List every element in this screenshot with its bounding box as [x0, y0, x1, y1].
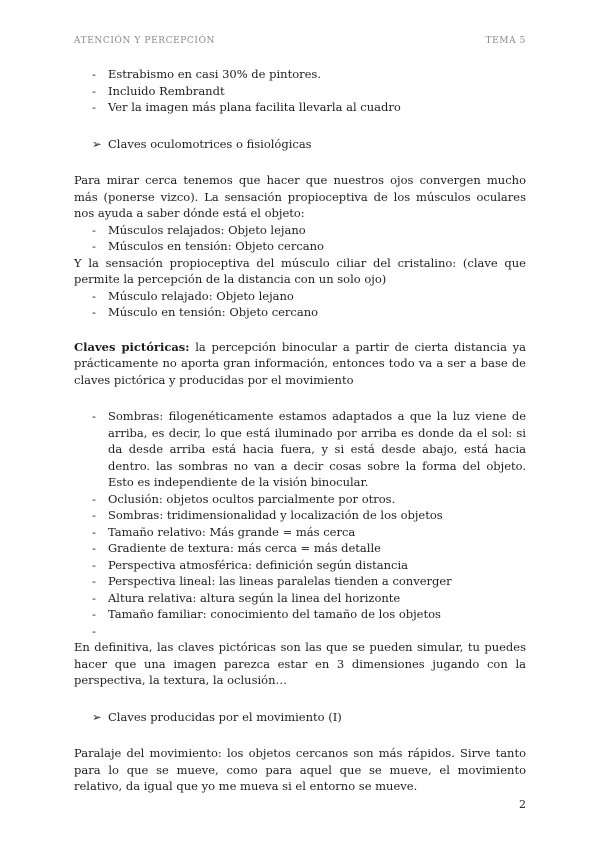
pictorial-cues-term: Claves pictóricas: [74, 339, 190, 354]
muscles-list [74, 222, 526, 255]
list-item: - Altura relativa: altura según la linea del horizonte [92, 590, 526, 607]
list-item: - Perspectiva atmosférica: definición según distancia [92, 557, 526, 574]
arrow-bullet-icon: ➢ [92, 709, 102, 724]
list-item: - Tamaño relativo: Más grande = más cerca [92, 524, 526, 541]
section-heading-text: Claves oculomotrices o fisiológicas [108, 136, 312, 151]
list-item: - Gradiente de textura: más cerca = más detalle [92, 540, 526, 557]
list-item: - Oclusión: objetos ocultos parcialmente por otros. [92, 491, 526, 508]
list-item: - Tamaño familiar: conocimiento del tamaño de los objetos [92, 606, 526, 623]
arrow-bullet-icon: ➢ [92, 136, 102, 151]
list-item: - Perspectiva lineal: las lineas paralelas tienden a converger [92, 573, 526, 590]
paragraph-conclusion: En definitiva, las claves pictóricas son las que se pueden simular, tu puedes hacer que una imagen parezca estar en 3 dimensiones jugando con la perspectiva, la textura, la oclusión… [74, 640, 526, 687]
list-item: - Ver la imagen más plana facilita llevarla al cuadro [92, 99, 526, 116]
ciliary-list [74, 288, 526, 321]
paragraph-convergence: Para mirar cerca tenemos que hacer que nuestros ojos convergen mucho más (ponerse vizco). La sensación propioceptiva de los músculos oculares nos ayuda a saber dónde está el objeto: [74, 173, 526, 220]
list-item: - Sombras: filogenéticamente estamos adaptados a que la luz viene de arriba, es decir, lo que está iluminado por arriba es donde da el sol: si da desde arriba está hacia fuera, y si está desde abajo, está hacia dentro. las sombras no van a decir cosas sobre la forma del objeto. Esto es independiente de la visión binocular. [92, 408, 526, 491]
list-item: - Músculos relajados: Objeto lejano [92, 222, 526, 239]
list-item: - Músculos en tensión: Objeto cercano [92, 238, 526, 255]
list-item: - Músculo relajado: Objeto lejano [92, 288, 526, 305]
section-heading-motion [74, 709, 526, 726]
list-item: - Estrabismo en casi 30% de pintores. [92, 66, 526, 83]
page-content [74, 66, 526, 795]
painters-list [74, 66, 526, 116]
list-item: - Incluido Rembrandt [92, 83, 526, 100]
paragraph-motion-parallax: Paralaje del movimiento: los objetos cercanos son más rápidos. Sirve tanto para lo que se mueve, como para aquel que se mueve, el movimiento relativo, da igual que yo me mueva si el entorno se mueve. [74, 746, 526, 793]
paragraph-ciliary: Y la sensación propioceptiva del músculo ciliar del cristalino: (clave que permite la percepción de la distancia con un solo ojo) [74, 255, 526, 286]
page-number: 2 [519, 798, 526, 811]
paragraph-pictorial-cues [74, 339, 526, 389]
pictorial-cues-text: la percepción binocular a partir de cierta distancia ya prácticamente no aporta gran información, entonces todo va a ser a base de claves pictórica y producidas por el movimiento [74, 339, 526, 387]
list-item: - Sombras: tridimensionalidad y localización de los objetos [92, 507, 526, 524]
list-item-empty [92, 623, 526, 640]
section-heading-oculomotor [74, 136, 526, 153]
header-course-title: ATENCIÓN Y PERCEPCIÓN [74, 36, 216, 46]
list-item: - Músculo en tensión: Objeto cercano [92, 304, 526, 321]
page-header [74, 36, 526, 50]
header-topic: TEMA 5 [485, 36, 526, 46]
section-heading-text: Claves producidas por el movimiento (I) [108, 709, 342, 724]
pictorial-cues-list [74, 408, 526, 639]
